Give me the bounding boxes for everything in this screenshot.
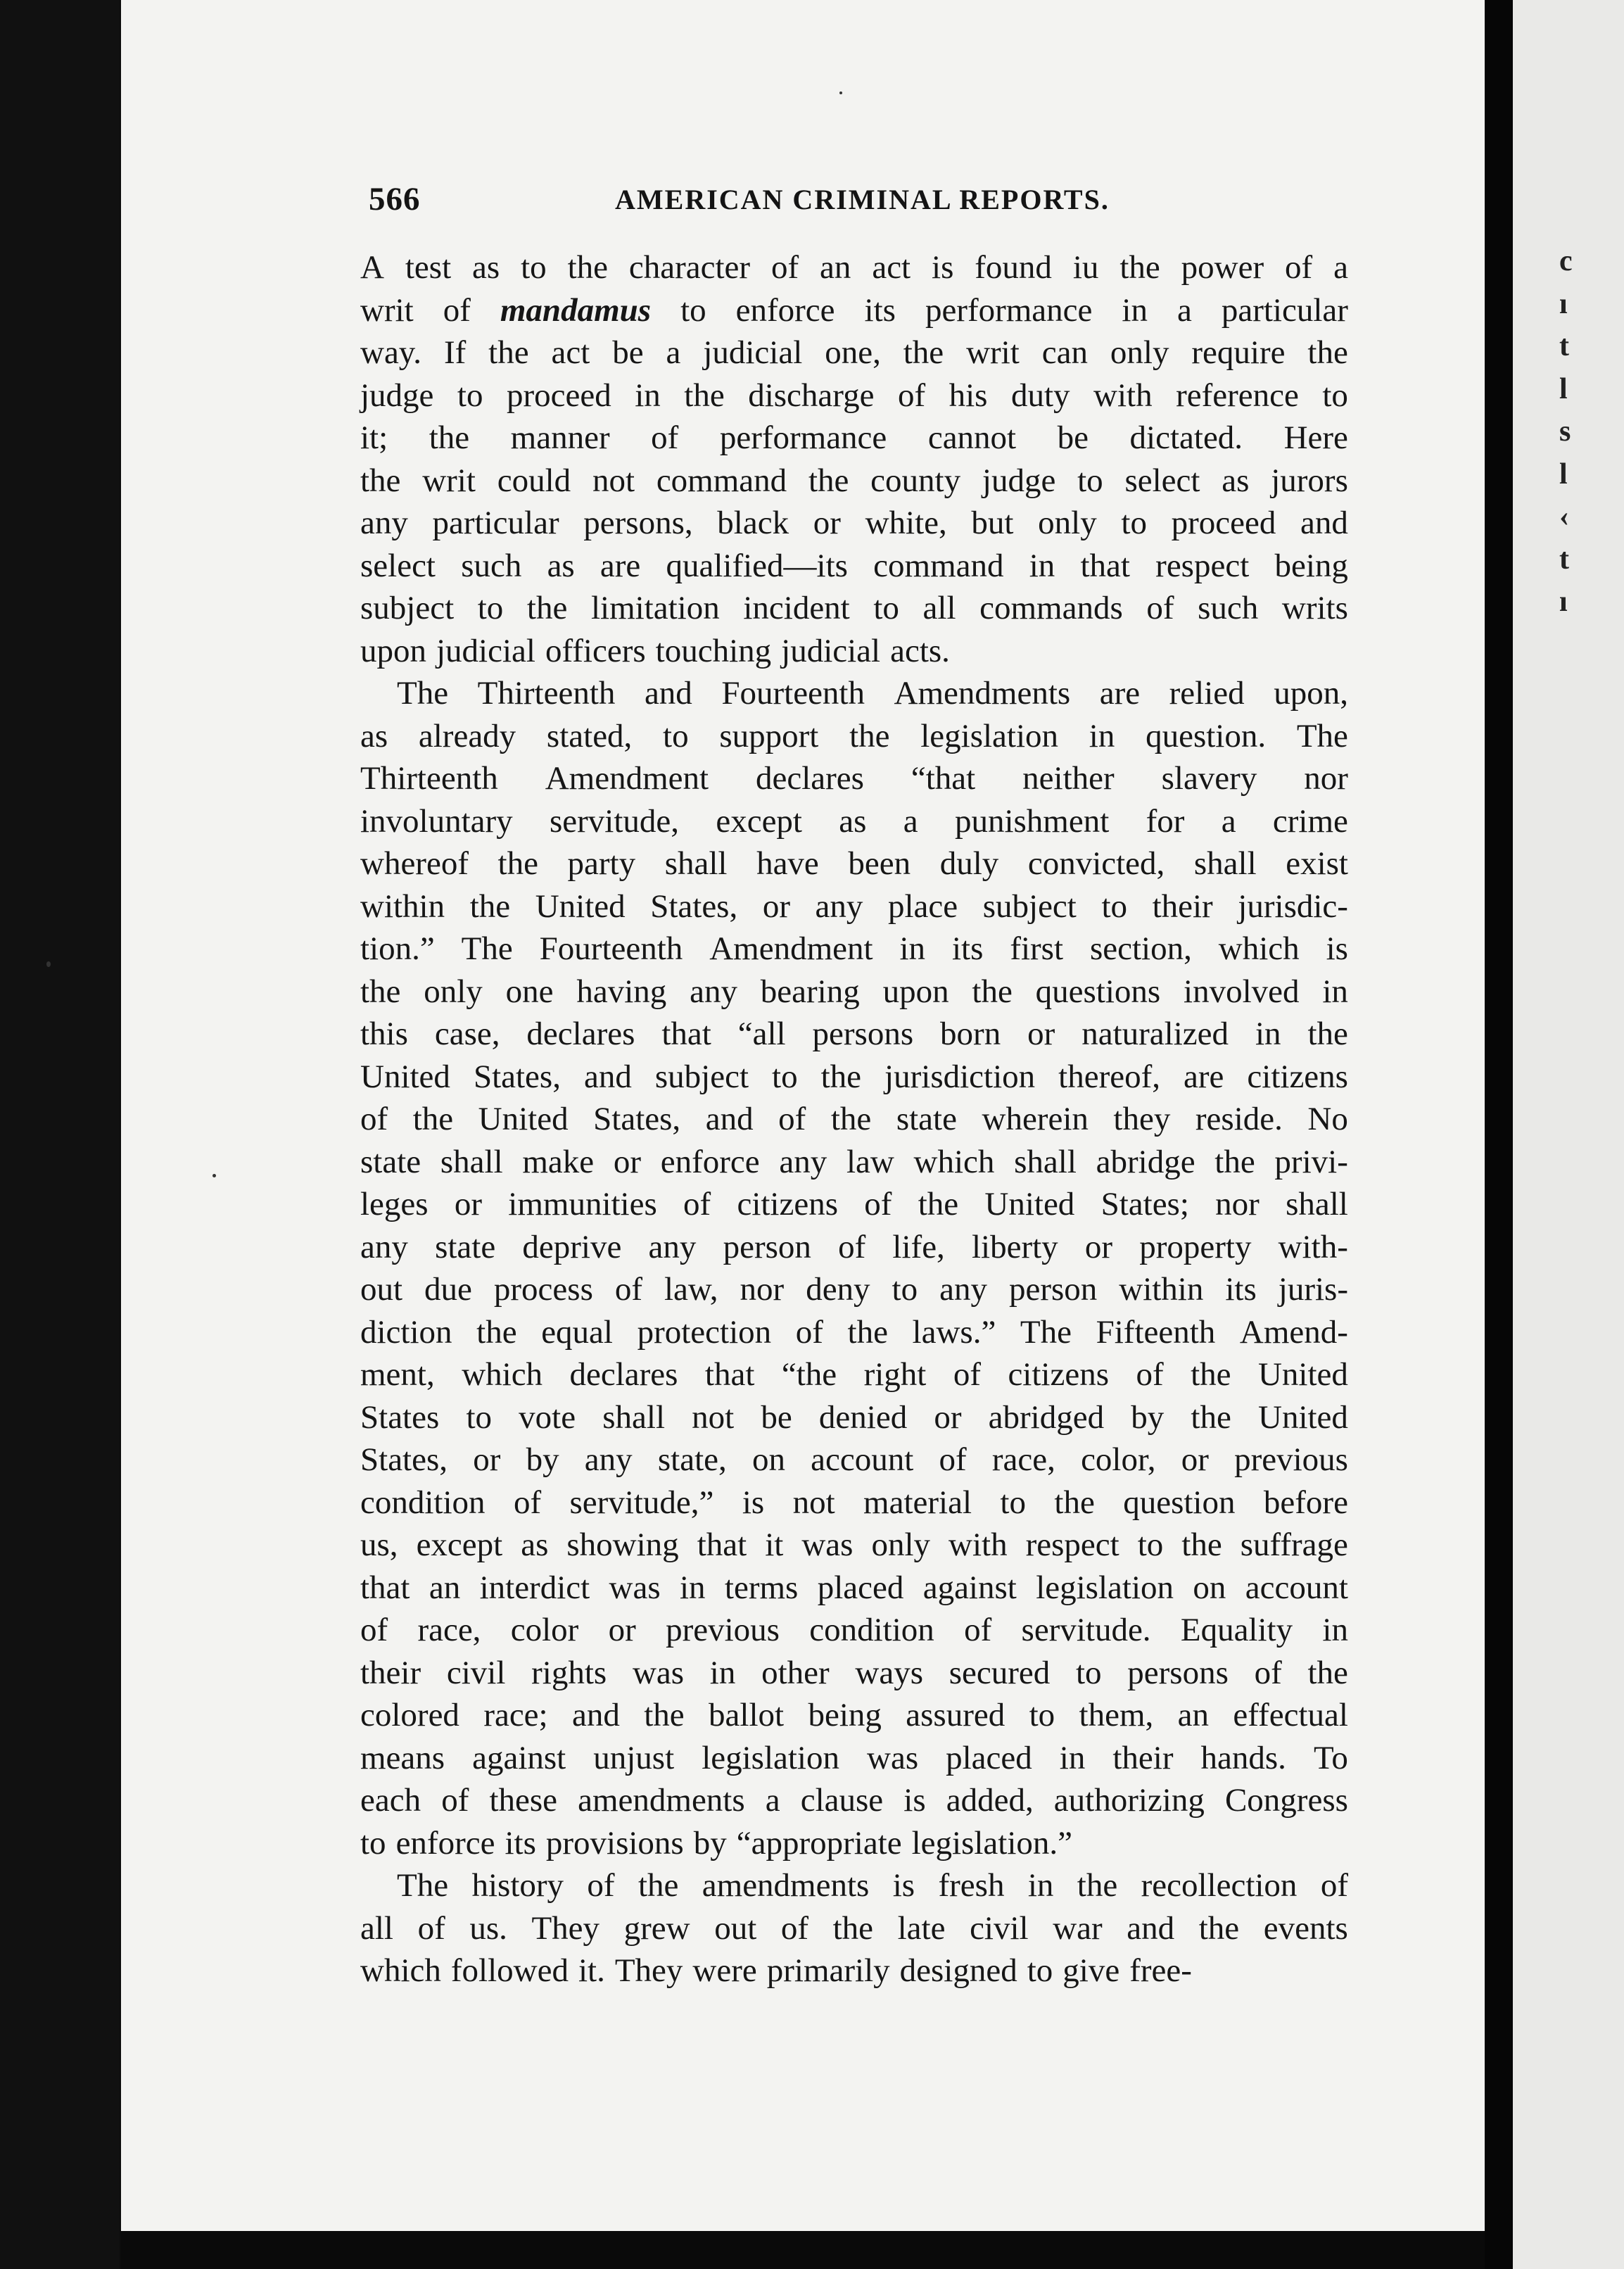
text-line: to enforce its provisions by “appropriate legislation.” [360, 1824, 1073, 1862]
adjacent-page-letter: t [1559, 543, 1569, 576]
text-line: the only one having any bearing upon the questions involved in [360, 973, 1348, 1010]
page-number: 566 [369, 181, 421, 217]
text-line: within the United States, or any place subject to their jurisdic- [360, 887, 1348, 925]
text-line: involuntary servitude, except as a punishment for a crime [360, 802, 1348, 840]
text-line: The history of the amendments is fresh in the recollection of [397, 1867, 1348, 1904]
adjacent-page-letter: ı [1559, 586, 1568, 618]
scan-background-left [0, 0, 120, 2269]
adjacent-page-letter: t [1559, 330, 1569, 362]
scan-speck [46, 961, 51, 967]
adjacent-page-letter: ‹ [1559, 500, 1569, 533]
text-line: judge to proceed in the discharge of his duty with reference to [360, 377, 1348, 414]
text-line: out due process of law, nor deny to any person within its juris- [360, 1271, 1348, 1308]
text-line: tion.” The Fourteenth Amendment in its first section, which is [360, 930, 1348, 967]
text-line: writ of mandamus to enforce its performance in a particular [360, 291, 1348, 329]
text-line: ment, which declares that “the right of citizens of the United [360, 1356, 1348, 1393]
text-line: which followed it. They were primarily designed to give free- [360, 1952, 1192, 1989]
text-line: each of these amendments a clause is added, authorizing Congress [360, 1782, 1348, 1819]
text-line: way. If the act be a judicial one, the writ can only require the [360, 334, 1348, 371]
text-line: means against unjust legislation was placed in their hands. To [360, 1739, 1348, 1776]
body-text [360, 246, 1348, 1992]
running-head [369, 180, 1357, 222]
scan-background-bottom [121, 2231, 1485, 2269]
text-line: that an interdict was in terms placed against legislation on account [360, 1569, 1348, 1606]
adjacent-page-letter: l [1559, 372, 1568, 405]
text-line: state shall make or enforce any law which shall abridge the privi- [360, 1143, 1348, 1180]
text-line: all of us. They grew out of the late civil war and the events [360, 1909, 1348, 1947]
text-line: their civil rights was in other ways secured to persons of the [360, 1654, 1348, 1691]
scan-speck [839, 91, 842, 94]
text-line: this case, declares that “all persons born or naturalized in the [360, 1016, 1348, 1052]
scan-speck [212, 1174, 216, 1177]
adjacent-page-letter: s [1559, 415, 1571, 448]
text-line: of the United States, and of the state wherein they reside. No [360, 1101, 1348, 1137]
text-line: any particular persons, black or white, but only to proceed and [360, 505, 1348, 541]
text-line: leges or immunities of citizens of the United States; nor shall [360, 1186, 1348, 1222]
text-line: upon judicial officers touching judicial acts. [360, 632, 950, 669]
text-line: Thirteenth Amendment declares “that neither slavery nor [360, 760, 1348, 797]
text-line: it; the manner of performance cannot be dictated. Here [360, 419, 1348, 456]
text-line: The Thirteenth and Fourteenth Amendments are relied upon, [397, 675, 1348, 712]
text-line: whereof the party shall have been duly convicted, shall exist [360, 845, 1348, 882]
text-line: diction the equal protection of the laws.” The Fifteenth Amend- [360, 1313, 1348, 1351]
text-line: A test as to the character of an act is found iu the power of a [360, 249, 1348, 286]
adjacent-page-edge [1513, 0, 1624, 2269]
page-gutter [1485, 0, 1513, 2269]
adjacent-page-letter: l [1559, 457, 1568, 491]
text-line: condition of servitude,” is not material to the question before [360, 1484, 1348, 1521]
text-line: States to vote shall not be denied or abridged by the United [360, 1398, 1348, 1436]
adjacent-page-letter: ı [1559, 287, 1568, 320]
text-line: subject to the limitation incident to all commands of such writs [360, 590, 1348, 626]
text-line: colored race; and the ballot being assured to them, an effectual [360, 1697, 1348, 1733]
text-line: us, except as showing that it was only with respect to the suffrage [360, 1527, 1348, 1563]
text-line: the writ could not command the county judge to select as jurors [360, 462, 1348, 499]
text-line: States, or by any state, on account of race, color, or previous [360, 1441, 1348, 1478]
text-line: United States, and subject to the jurisdiction thereof, are citizens [360, 1058, 1348, 1095]
text-line: as already stated, to support the legislation in question. The [360, 717, 1348, 754]
text-line: of race, color or previous condition of servitude. Equality in [360, 1612, 1348, 1648]
adjacent-page-letter: c [1559, 245, 1573, 277]
text-line: any state deprive any person of life, liberty or property with- [360, 1228, 1348, 1265]
text-line: select such as are qualified—its command in that respect being [360, 547, 1348, 584]
running-title: AMERICAN CRIMINAL REPORTS. [615, 184, 1110, 215]
